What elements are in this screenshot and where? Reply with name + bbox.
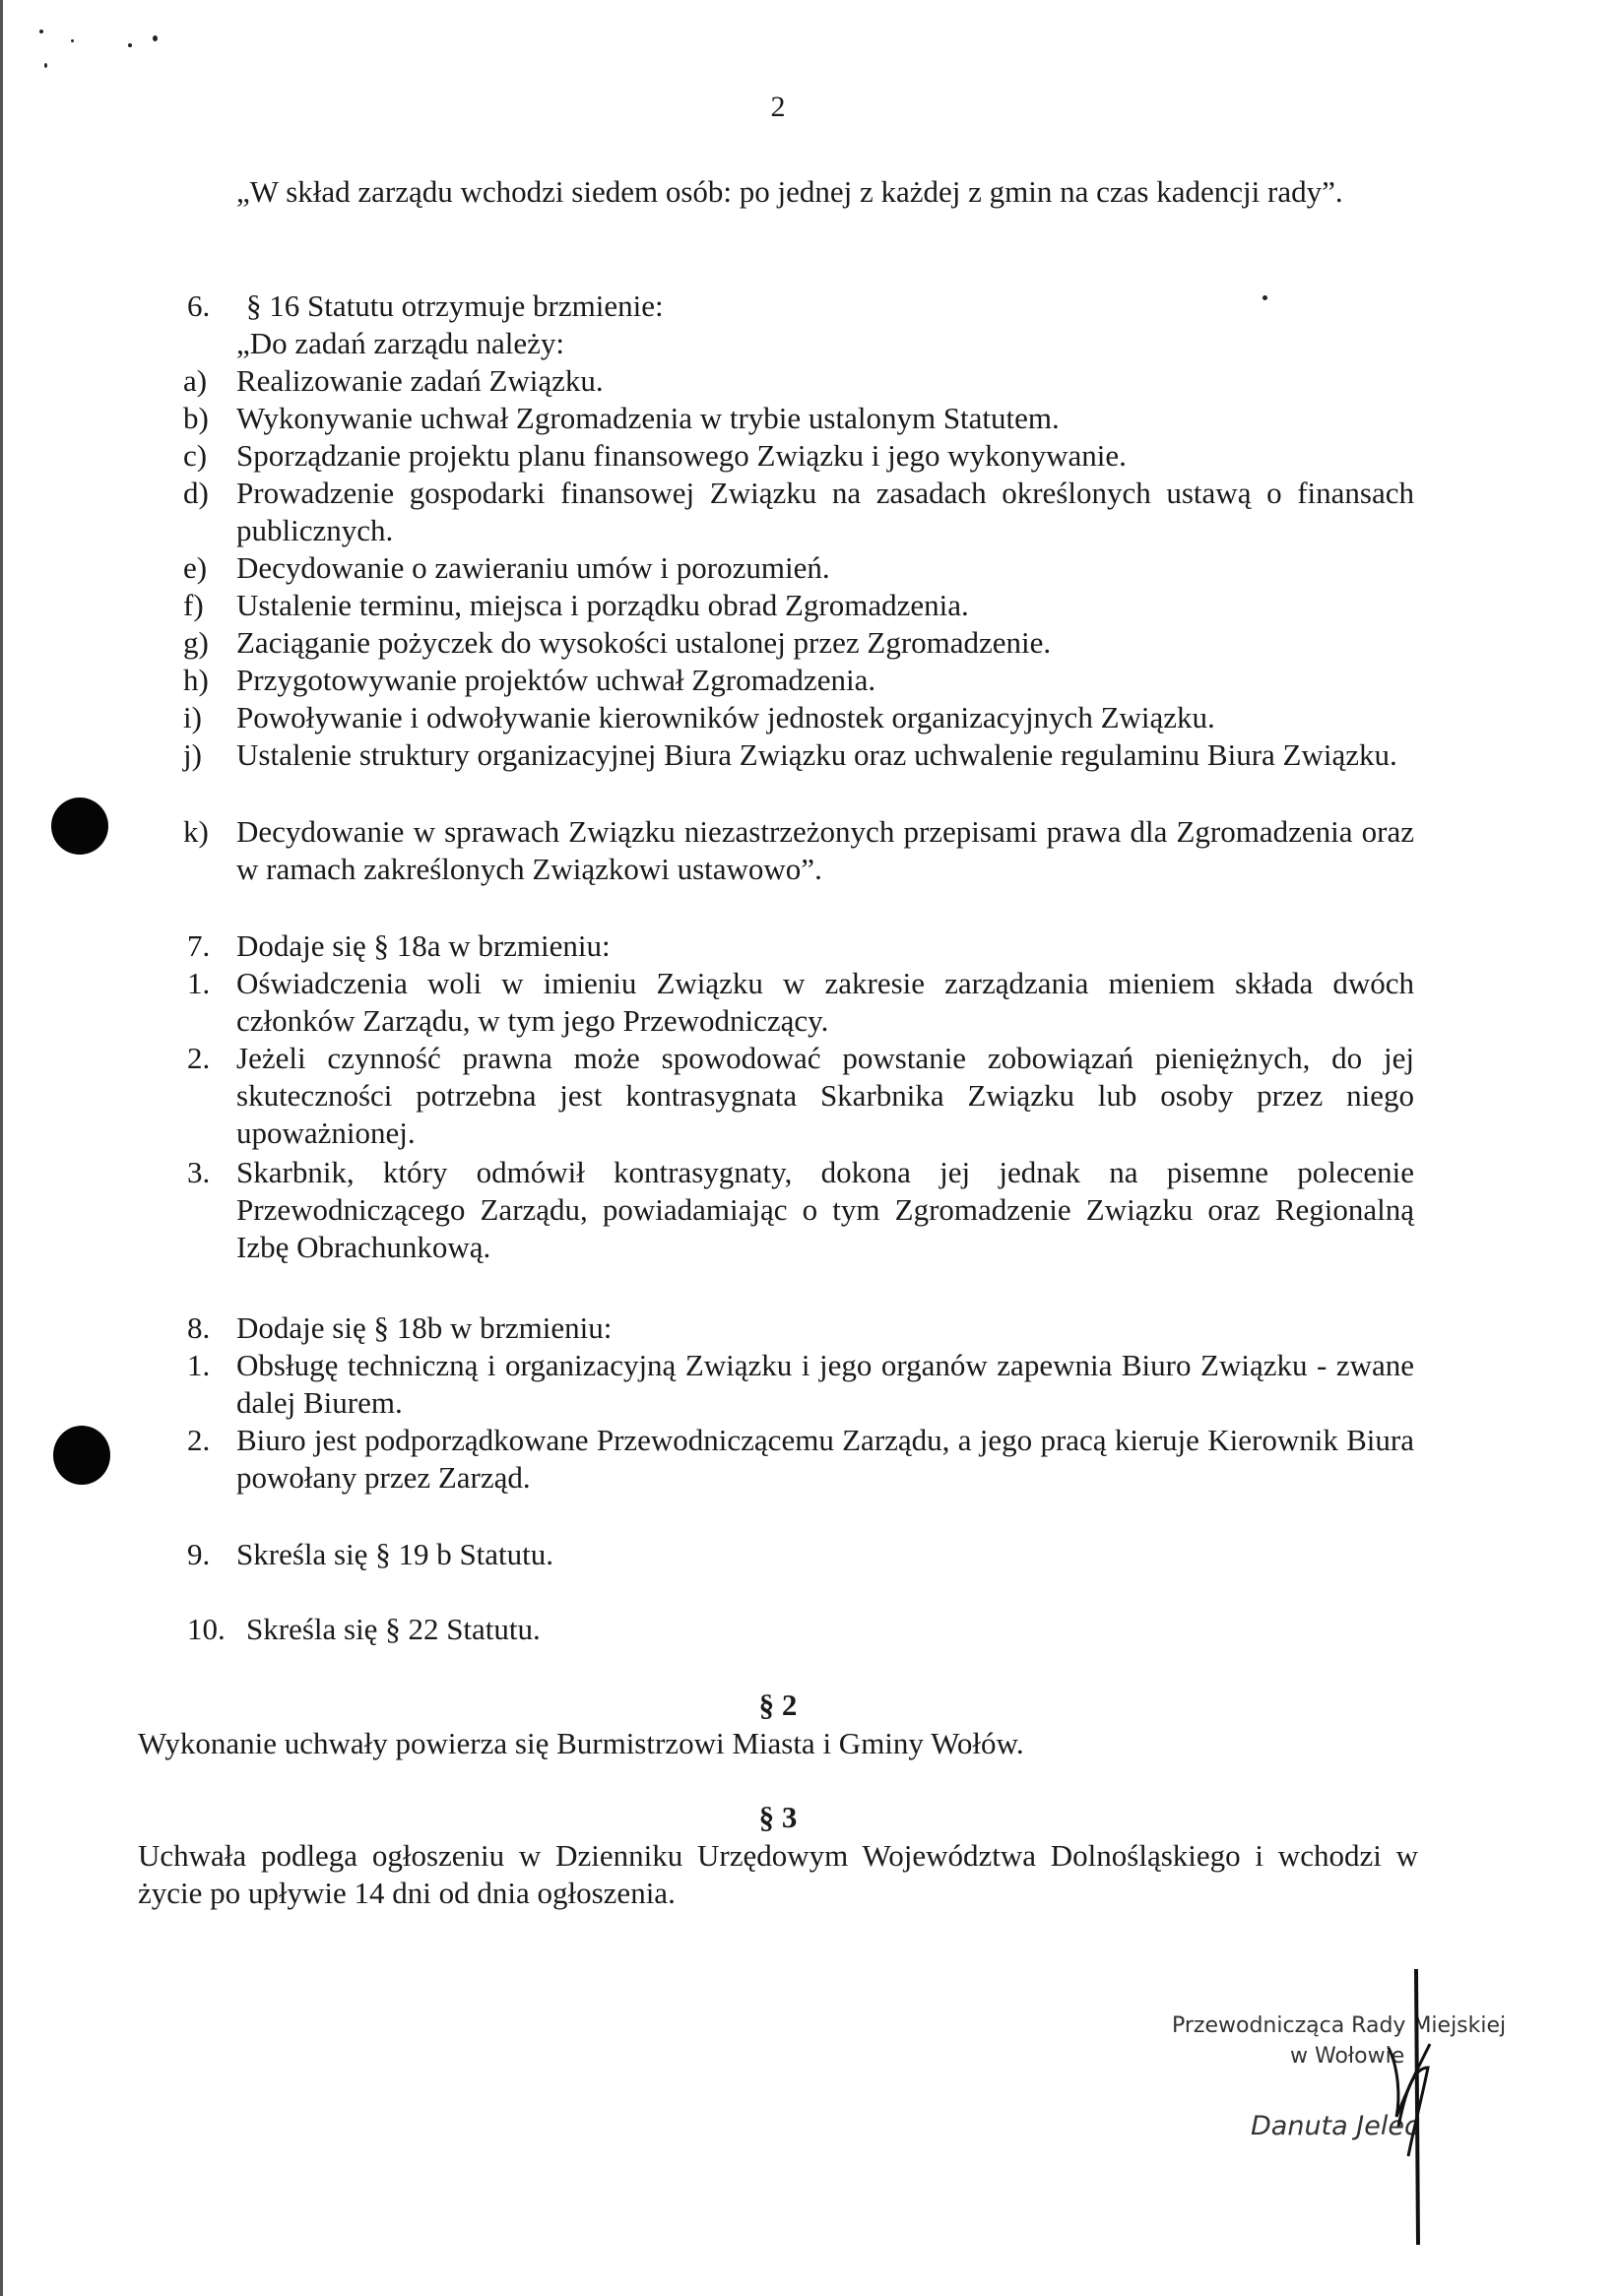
item-text: Skarbnik, który odmówił kontrasygnaty, dokona jej jednak na pisemne polecenie Przewodniczącego Zarządu, powiadamiając o tym Zgromadzenie Związku oraz Regionalną Izbę Obrachunkową. xyxy=(236,1155,1414,1264)
signatory-place: w Wołowie xyxy=(1290,2044,1405,2069)
scan-speck xyxy=(128,43,132,47)
item-marker: 8. xyxy=(187,1310,211,1345)
item-marker: b) xyxy=(183,401,209,435)
page-number: 2 xyxy=(770,91,786,123)
item-marker: i) xyxy=(183,700,202,734)
scan-left-edge xyxy=(0,0,3,2296)
handwritten-signature xyxy=(1339,1949,1457,2264)
section-3-text: Uchwała podlega ogłoszeniu w Dzienniku Urzędowym Województwa Dolnośląskiego i wchodzi w życie po upływie 14 dni od dnia ogłoszenia. xyxy=(138,1838,1418,1910)
item-marker: d) xyxy=(183,476,209,510)
item-text: Ustalenie struktury organizacyjnej Biura Związku oraz uchwalenie regulaminu Biura Związku. xyxy=(236,737,1397,772)
item-marker: 6. xyxy=(187,288,211,323)
item-text: Zaciąganie pożyczek do wysokości ustalonej przez Zgromadzenie. xyxy=(236,625,1052,660)
item-marker: c) xyxy=(183,438,208,473)
intro-paragraph: „W skład zarządu wchodzi siedem osób: po jednej z każdej z gmin na czas kadencji rady”. xyxy=(236,174,1343,209)
item-text: Przygotowywanie projektów uchwał Zgromadzenia. xyxy=(236,663,876,697)
item-text: Wykonywanie uchwał Zgromadzenia w trybie ustalonym Statutem. xyxy=(236,401,1060,435)
item-text: Powoływanie i odwoływanie kierowników jednostek organizacyjnych Związku. xyxy=(236,700,1215,734)
item-marker: k) xyxy=(183,814,209,849)
item-marker: 10. xyxy=(187,1612,226,1646)
item-marker: 1. xyxy=(187,1348,211,1382)
item-marker: f) xyxy=(183,588,204,622)
item-marker: 1. xyxy=(187,966,211,1000)
item-marker: h) xyxy=(183,663,209,697)
item-subheading: „Do zadań zarządu należy: xyxy=(236,326,565,360)
item-text: Skreśla się § 19 b Statutu. xyxy=(236,1537,554,1571)
scan-speck xyxy=(153,35,158,41)
item-marker: 3. xyxy=(187,1155,211,1189)
item-text: Skreśla się § 22 Statutu. xyxy=(246,1612,541,1646)
signatory-title: Przewodnicząca Rady Miejskiej xyxy=(1172,2013,1507,2038)
item-text: Realizowanie zadań Związku. xyxy=(236,363,604,398)
item-marker: e) xyxy=(183,550,208,585)
item-text: Jeżeli czynność prawna może spowodować powstanie zobowiązań pieniężnych, do jej skuteczności potrzebna jest kontrasygnata Skarbnika Związku lub osoby przez niego upoważnionej. xyxy=(236,1041,1414,1150)
item-marker: j) xyxy=(183,737,202,772)
signature-block xyxy=(1162,2009,1576,2205)
item-heading: § 16 Statutu otrzymuje brzmienie: xyxy=(246,288,664,323)
item-text: Decydowanie w sprawach Związku niezastrzeżonych przepisami prawa dla Zgromadzenia oraz w ramach zakreślonych Związkowi ustawowo”. xyxy=(236,814,1414,886)
scan-speck xyxy=(39,30,43,33)
item-marker: 2. xyxy=(187,1041,211,1075)
item-text: Sporządzanie projektu planu finansowego Związku i jego wykonywanie. xyxy=(236,438,1127,473)
item-text: Oświadczenia woli w imieniu Związku w zakresie zarządzania mieniem składa dwóch członków Zarządu, w tym jego Przewodniczący. xyxy=(236,966,1414,1038)
item-marker: 7. xyxy=(187,928,211,963)
punch-hole xyxy=(53,1426,110,1485)
item-text: Decydowanie o zawieraniu umów i porozumień. xyxy=(236,550,830,585)
item-text: Prowadzenie gospodarki finansowej Związku na zasadach określonych ustawą o finansach publicznych. xyxy=(236,476,1414,547)
item-text: Ustalenie terminu, miejsca i porządku obrad Zgromadzenia. xyxy=(236,588,969,622)
item-marker: 2. xyxy=(187,1423,211,1457)
scan-speck xyxy=(71,39,74,42)
scan-speck xyxy=(44,63,47,68)
item-marker: g) xyxy=(183,625,209,660)
section-2-text: Wykonanie uchwały powierza się Burmistrzowi Miasta i Gminy Wołów. xyxy=(138,1726,1024,1760)
item-text: Biuro jest podporządkowane Przewodniczącemu Zarządu, a jego pracą kieruje Kierownik Biura powołany przez Zarząd. xyxy=(236,1423,1414,1495)
item-marker: a) xyxy=(183,363,208,398)
section-3-heading: § 3 xyxy=(758,1800,798,1834)
item-heading: Dodaje się § 18b w brzmieniu: xyxy=(236,1310,613,1345)
section-2-heading: § 2 xyxy=(758,1688,798,1722)
item-text: Obsługę techniczną i organizacyjną Związku i jego organów zapewnia Biuro Związku - zwane dalej Biurem. xyxy=(236,1348,1414,1420)
signatory-name: Danuta Jelec xyxy=(1251,2111,1419,2141)
item-heading: Dodaje się § 18a w brzmieniu: xyxy=(236,928,611,963)
punch-hole xyxy=(51,797,108,855)
item-marker: 9. xyxy=(187,1537,211,1571)
